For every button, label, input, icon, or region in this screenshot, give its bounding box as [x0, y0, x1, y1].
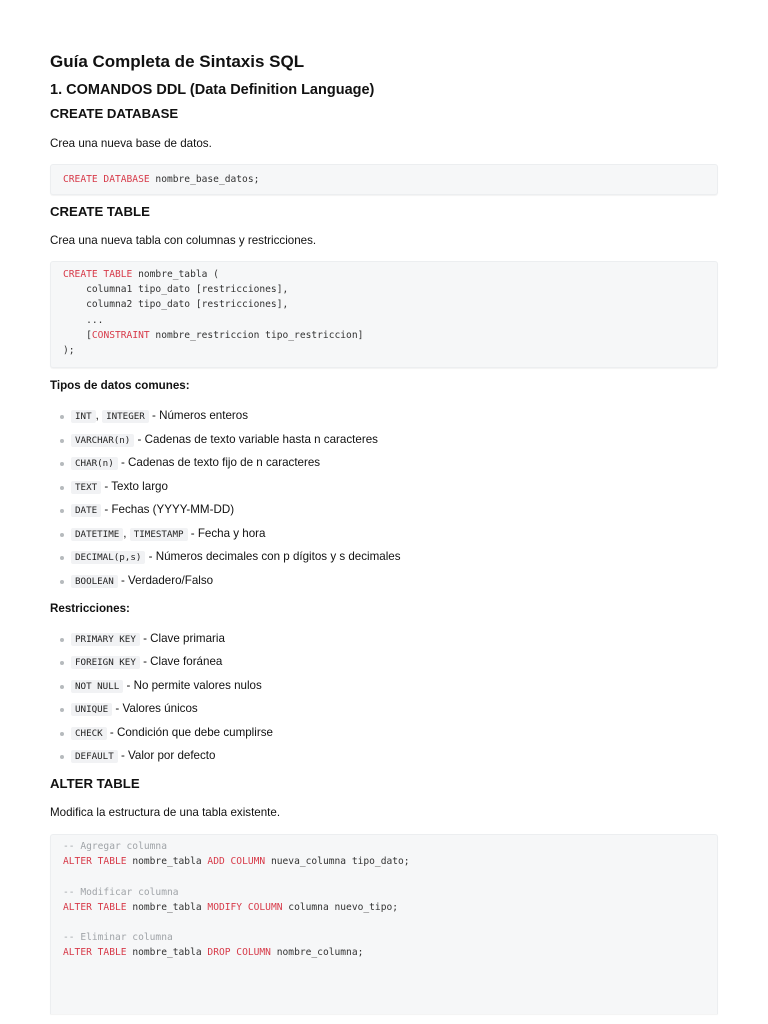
constraints-list [50, 632, 718, 765]
list-item [50, 409, 718, 424]
list-item [50, 456, 718, 471]
code-text: nombre_tabla [126, 947, 208, 959]
code-text: nueva_columna tipo_dato; [265, 856, 410, 868]
page-title: Guía Completa de Sintaxis SQL [50, 52, 305, 71]
code-text: nombre_tabla [126, 901, 208, 913]
code-keyword: CREATE DATABASE [63, 174, 150, 185]
code-keyword: ALTER TABLE [63, 856, 127, 868]
list-item [50, 433, 718, 448]
list-item [50, 527, 718, 542]
create-table-desc: Crea una nueva tabla con columnas y restricciones. [50, 234, 317, 247]
inline-code: CHAR(n) [71, 457, 118, 470]
create-database-code [50, 164, 718, 195]
alter-table-heading: ALTER TABLE [50, 776, 140, 791]
list-item-text: - Valores únicos [112, 702, 198, 715]
list-item [50, 480, 718, 495]
list-item [50, 749, 718, 764]
list-item-text: - Fechas (YYYY-MM-DD) [101, 503, 235, 516]
inline-code: INT [71, 410, 96, 423]
code-line: ... [63, 314, 104, 326]
code-text: nombre_columna; [270, 947, 364, 959]
list-item-separator: , [95, 409, 103, 422]
inline-code: DATETIME [71, 528, 123, 541]
inline-code: DATE [71, 504, 101, 517]
list-item-text: - Texto largo [101, 479, 168, 493]
code-text: nombre_restriccion tipo_restriccion] [149, 329, 364, 341]
inline-code: VARCHAR(n) [71, 434, 134, 447]
code-comment: -- Modificar columna [63, 886, 179, 898]
list-item [50, 726, 718, 741]
list-item-text: - Clave primaria [139, 631, 225, 645]
list-item-text: - Verdadero/Falso [117, 573, 214, 587]
code-comment: -- Eliminar columna [63, 932, 173, 944]
inline-code: DECIMAL(p,s) [71, 551, 145, 564]
inline-code: INTEGER [102, 410, 149, 423]
code-line: columna2 tipo_dato [restricciones], [63, 299, 289, 311]
inline-code: DEFAULT [71, 750, 118, 763]
inline-code: TIMESTAMP [130, 528, 188, 541]
list-item-text: - Cadenas de texto variable hasta n caracteres [134, 432, 378, 446]
list-item [50, 679, 718, 694]
list-item-text: - Clave foránea [139, 655, 223, 668]
section-heading-ddl: 1. COMANDOS DDL (Data Definition Language) [50, 82, 375, 98]
code-keyword: ALTER TABLE [63, 901, 127, 913]
list-item-text: - Números decimales con p dígitos y s decimales [145, 550, 401, 563]
list-item-separator: , [123, 526, 130, 540]
constraints-heading: Restricciones: [50, 601, 130, 615]
list-item-text: - Condición que debe cumplirse [106, 725, 273, 739]
inline-code: CHECK [71, 727, 107, 740]
code-keyword: MODIFY COLUMN [207, 901, 283, 913]
inline-code: NOT NULL [71, 680, 123, 693]
list-item-text: - Fecha y hora [187, 526, 266, 540]
create-table-heading: CREATE TABLE [50, 204, 150, 219]
inline-code: UNIQUE [71, 703, 112, 716]
document-content [50, 52, 718, 1014]
create-table-code [50, 261, 718, 368]
list-item [50, 702, 718, 717]
alter-table-code [50, 834, 718, 1014]
code-comment: -- Agregar columna [63, 841, 167, 852]
inline-code: BOOLEAN [71, 575, 118, 588]
code-line: columna1 tipo_dato [restricciones], [63, 284, 289, 296]
code-line: ); [63, 345, 75, 357]
list-item [50, 632, 718, 647]
list-item-text: - Cadenas de texto fijo de n caracteres [117, 456, 321, 469]
data-types-list [50, 409, 718, 589]
code-keyword: ALTER TABLE [63, 947, 127, 959]
code-text: nombre_tabla ( [132, 269, 219, 280]
create-database-heading: CREATE DATABASE [50, 106, 179, 121]
list-item [50, 574, 718, 589]
code-keyword: ADD COLUMN [207, 856, 266, 868]
list-item-text: - No permite valores nulos [123, 678, 262, 692]
code-keyword: DROP COLUMN [207, 947, 271, 959]
code-text: [ [63, 329, 92, 341]
create-database-desc: Crea una nueva base de datos. [50, 137, 212, 150]
alter-table-desc: Modifica la estructura de una tabla existente. [50, 806, 281, 819]
list-item-text: - Valor por defecto [117, 749, 216, 762]
data-types-heading: Tipos de datos comunes: [50, 379, 190, 392]
code-keyword: CONSTRAINT [91, 329, 150, 341]
code-text: columna nuevo_tipo; [282, 901, 399, 913]
list-item [50, 550, 718, 565]
list-item [50, 503, 718, 518]
inline-code: FOREIGN KEY [71, 656, 140, 669]
list-item-text: - Números enteros [148, 409, 249, 422]
code-text: nombre_tabla [126, 856, 208, 868]
code-text: nombre_base_datos; [149, 174, 260, 185]
list-item [50, 655, 718, 670]
inline-code: PRIMARY KEY [71, 633, 140, 646]
inline-code: TEXT [71, 481, 101, 494]
code-keyword: CREATE TABLE [63, 269, 133, 280]
